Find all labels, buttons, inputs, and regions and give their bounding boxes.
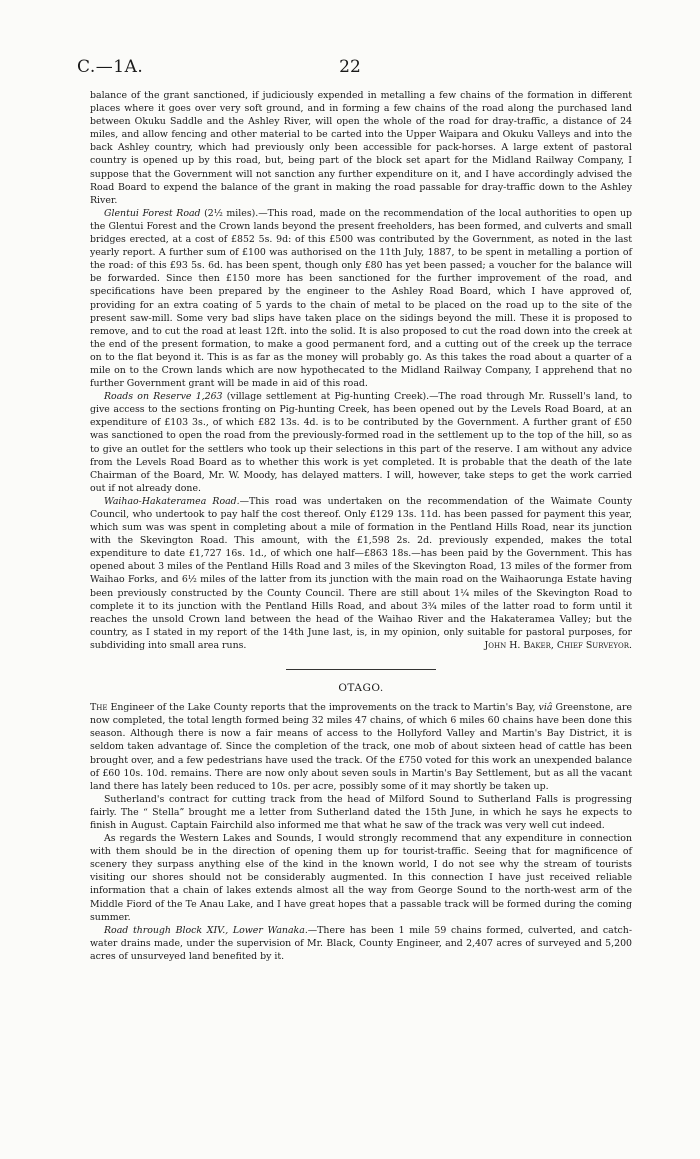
signature-text: John H. Baker, Chief Surveyor. [484, 639, 632, 651]
lower-wanaka-road-text: —There has been 1 mile 59 chains formed, culverted, and catch-water drains made, under the supervision of Mr. Black, County Engineer, and 2,407 acres of surveyed and 5,200 acres of unsurveyed land benefited by it. [90, 924, 632, 962]
paragraph-lower-wanaka-road [90, 924, 632, 963]
paragraph-western-lakes: As regards the Western Lakes and Sounds, I would strongly recommend that any expenditure in connection with them should be in the direction of opening them up for tourist-traffic. Seeing that for magnificence of scenery they surpass anything else of the kind in the known world, I do not see why the stream of tourists visiting our shores should not be considerably augmented. In this connection I have just received reliable information that a chain of lakes extends almost all the way from George Sound to the north-west arm of the Middle Fiord of the Te Anau Lake, and I have great hopes that a passable track will be formed during the coming summer. [90, 833, 632, 923]
paragraph-reserve-roads [90, 390, 632, 495]
section-title-otago: OTAGO. [338, 682, 384, 695]
paragraph-sutherland-contract: Sutherland's contract for cutting track from the head of Milford Sound to Sutherland Falls is progressing fairly. The “ Stella” brought me a letter from Sutherland dated the 15th June, in which he says he expects to finish in August. Captain Fairchild also informed me that what he saw of the track was very well cut indeed. [90, 793, 632, 831]
paragraph-martins-bay-track [90, 701, 632, 793]
paragraph-grant-balance: balance of the grant sanctioned, if judiciously expended in metalling a few chains of the formation in different places where it goes over very soft ground, and in forming a few chains of the road along the purchased land between Okuku Saddle and the Ashley River, will open the whole of the road for dray-traffic, a distance of 24 miles, and allow fencing and other material to be carted into the Upper Waipara and Okuku Valleys and into the back Ashley country, which had previously only been accessible for pack-horses. A large extent of pastoral country is opened up by this road, but, being part of the block set apart for the Midland Railway Company, I suppose that the Government will not sanction any further expenditure on it, and I have accordingly advised the Road Board to expend the balance of the grant in making the road passable for dray-traffic down to the Ashley River. [90, 90, 632, 206]
reserve-road-title: Roads on Reserve 1,263 [104, 391, 223, 403]
series-code: C.—1A. [77, 57, 144, 77]
reserve-road-text: (village settlement at Pig-hunting Creek).—The road through Mr. Russell's land, to give access to the sections fronting on Pig-hunting Creek, has been opened out by the Levels Road Board, at an expenditure of £103 3s., of which £82 13s. 4d. is to be contributed by the Government. A further grant of £50 was sanctioned to open the road from the previously-formed road in the settlement up to the top of the hill, so as to give an outlet for the settlers who took up their selections in this part of the reserve. I am without any advice from the Levels Road Board as to whether this work is yet completed. It is probable that the death of the late Chairman of the Board, Mr. W. Moody, has delayed matters. I will, however, take steps to get the work carried out if not already done. [90, 391, 632, 494]
martins-bay-text-a: Engineer of the Lake County reports that the improvements on the track to Martin's Bay, [107, 702, 539, 714]
document-body [90, 89, 632, 963]
glentui-road-title: Glentui Forest Road [104, 207, 201, 219]
lead-word: The [90, 702, 108, 714]
page-number: 22 [339, 57, 361, 77]
via-word: viâ [538, 702, 553, 714]
lower-wanaka-road-title: Road through Block XIV., Lower Wanaka. [104, 924, 308, 936]
section-divider [286, 669, 436, 670]
waihao-road-title: Waihao-Hakateramea Road. [104, 495, 240, 507]
glentui-road-text: —This road, made on the recommendation of the local authorities to open up the Glentui Forest and the Crown lands beyond the present freeholders, has been formed, and culverts and small bridges erected, at a cost of £852 5s. 9d: of this £500 was contributed by the Government, as noted in the last yearly report. A further sum of £100 was authorised on the 11th July, 1887, to be spent in metalling a portion of the road: of this £93 5s. 6d. has been spent, though only £80 has yet been passed; a voucher for the balance will be forwarded. Since then £150 more has been sanctioned for the further improvement of the road, and specifications have been prepared by the engineer to the Ashley Road Board, which I have approved of, providing for an extra coating of 5 yards to the chain of metal to be placed on the road up to the site of the present saw-mill. Some very bad slips have taken place on the sidings beyond the mill. These it is proposed to remove, and to cut the road at least 12ft. into the solid. It is also proposed to cut the road down into the creek at the end of the present formation, to make a good permanent ford, and a cutting out of the creek up the terrace on to the flat beyond it. This is as far as the money will probably go. As this takes the road about a quarter of a mile on to the Crown lands which are now hypothecated to the Midland Railway Company, I apprehend that no further Government grant will be made in aid of this road. [90, 207, 632, 390]
martins-bay-text-b: Greenstone, are now completed, the total length formed being 32 miles 47 chains, of which 6 miles 60 chains have been done this season. Although there is now a fair means of access to the Hollyford Valley and Martin's Bay District, it is seldom taken advantage of. Since the completion of the track, one mob of about sixteen head of cattle has been brought over, and a few pedestrians have used the track. Of the £750 voted for this work an unexpended balance of £60 10s. 10d. remains. There are now only about seven souls in Martin's Bay Settlement, but as all the vacant land there has lately been reduced to 10s. per acre, possibly some of it may shortly be taken up. [90, 702, 632, 792]
glentui-road-miles: (2½ miles). [200, 207, 259, 219]
paragraph-glentui-forest-road [90, 207, 632, 390]
waihao-road-text: —This road was undertaken on the recommendation of the Waimate County Council, who undertook to pay half the cost thereof. Only £129 13s. 11d. has been passed for payment this year, which sum was was spent in completing about a mile of formation in the Pentland Hills Road, near its junction with the Skevington Road. This amount, with the £1,598 2s. 2d. previously expended, makes the total expenditure to date £1,727 16s. 1d., of which one half—£863 18s.—has been paid by the Government. This has opened about 3 miles of the Pentland Hills Road and 3 miles of the Skevington Road, 13 miles of the former from Waihao Forks, and 6½ miles of the latter from its junction with the main road on the Waihaorunga Estate having been previously constructed by the County Council. There are still about 1¼ miles of the Skevington Road to complete it to its junction with the Pentland Hills Road, and about 3¾ miles of the latter road to form until it reaches the unsold Crown land between the head of the Waihao River and the Hakateramea Valley; but the country, as I stated in my report of the 14th June last, is, in my opinion, only suitable for pastoral purposes, for subdividing into small area runs. [90, 495, 632, 651]
paragraph-waihao-road [90, 495, 632, 652]
